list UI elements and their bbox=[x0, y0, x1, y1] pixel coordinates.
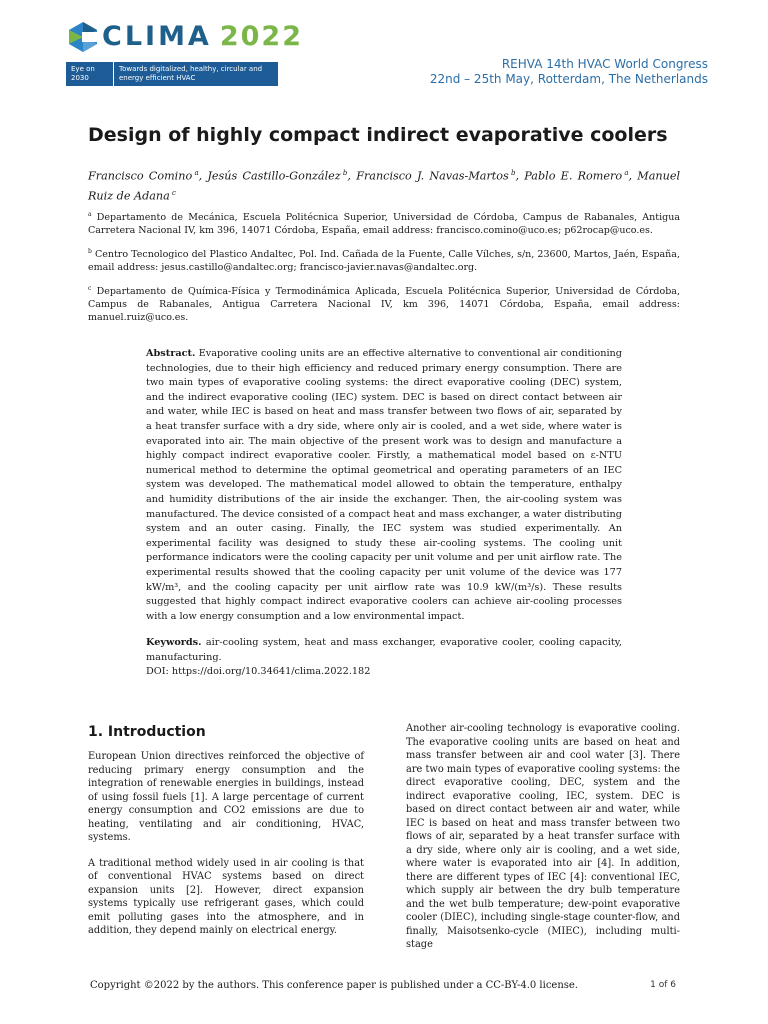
keywords-label: Keywords. bbox=[146, 637, 202, 649]
clima-logo bbox=[66, 20, 303, 86]
body-column-right bbox=[406, 722, 680, 952]
author-name: Pablo E. Romero bbox=[524, 169, 623, 183]
abstract-section bbox=[146, 347, 622, 680]
author-name: Jesús Castillo-González bbox=[207, 169, 341, 183]
banner-tagline: Towards digitalized, healthy, circular and energy efficient HVAC bbox=[119, 65, 263, 82]
body-paragraph: A traditional method widely used in air cooling is that of conventional HVAC systems based on direct expansion units [2]. However, direct expansion systems typically use refrigerant gases, which could emit polluting gases into the atmosphere, and in addition, they depend mainly on electrical energy. bbox=[88, 857, 364, 936]
body-paragraph: Another air-cooling technology is evaporative cooling. The evaporative cooling units are based on heat and mass transfer between air and cool water [3]. There are two main types of evaporative cooling systems: the direct evaporative cooling, DEC, system and the indirect evaporative cooling, IEC, system. DEC is based on direct contact between air and water, while IEC is based on heat and mass transfer between two flows of air, separated by a heat transfer surface with a dry side, where only air is cooling, and a wet side, where water is evaporated into air [4]. In addition, there are different types of IEC [4]: conventional IEC, which supply air between the dry bulb temperature and the wet bulb temperature; dew-point evaporative cooler (DIEC), including single-stage counter-flow, and finally, Maisotsenko-cycle (MIEC), including multi-stage bbox=[406, 723, 680, 950]
congress-info bbox=[430, 57, 708, 87]
logo-wordmark: CLIMA 2022 bbox=[102, 21, 303, 52]
body-paragraph: European Union directives reinforced the objective of reducing primary energy consumption and the integration of renewable energies in buildings, instead of using fossil fuels [1]. A large percentage of current energy consumption and CO2 emissions are due to heating, ventilating and air conditioning, HVAC, systems. bbox=[88, 751, 364, 843]
abstract-text: Evaporative cooling units are an effective alternative to conventional air conditioning technologies, due to their high efficiency and reduced primary energy consumption. There are two main types of evaporative cooling systems: the direct evaporative cooling (DEC) system, and the indirect evaporative cooling (IEC) system. DEC is based on direct contact between air and water, while IEC is based on heat and mass transfer between two flows of air, separated by a heat transfer surface with a dry side, where only air is cooled, and a wet side, where water is evaporated into air. The main objective of the present work was to design and manufacture a highly compact indirect evaporative cooler. Firstly, a mathematical model based on ε-NTU numerical method to determine the optimal geometrical and operating parameters of an IEC system was developed. The mathematical model allowed to obtain the temperature, enthalpy and humidity distributions of the air inside the exchanger. Then, the air-cooling system was manufactured. The device consisted of a compact heat and mass exchanger, a water distributing system and an outer casing. Finally, the IEC system was studied experimentally. An experimental facility was designed to study these air-cooling systems. The cooling unit performance indicators were the cooling capacity per unit volume and per unit airflow rate. The experimental results showed that the cooling capacity per unit volume of the device was 177 kW/m³, and the cooling capacity per unit airflow rate was 10.9 kW/(m³/s). These results suggested that highly compact indirect evaporative coolers can achieve air-cooling processes with a low energy consumption and a low environmental impact. bbox=[146, 348, 622, 622]
copyright-footer: Copyright ©2022 by the authors. This conference paper is published under a CC-BY-4.0 license. bbox=[90, 980, 579, 991]
page-number: 1 of 6 bbox=[650, 980, 676, 990]
abstract-label: Abstract. bbox=[146, 348, 196, 359]
congress-name: REHVA 14th HVAC World Congress bbox=[501, 57, 708, 71]
affiliation-c: $^c$ Departamento de Química-Física y Termodinámica Aplicada, Escuela Politécnica Superior, Universidad de Córdoba, Campus de Rabanales, Antigua Carretera Nacional IV, km 396, 14071 Córdoba, España, email address: manuel.ruiz@uco.es. bbox=[88, 285, 680, 324]
keywords bbox=[146, 636, 622, 665]
author-name: Francisco Comino bbox=[88, 169, 193, 183]
congress-dates: 22nd – 25th May, Rotterdam, The Netherlands bbox=[429, 72, 708, 86]
affiliation-b: $^b$ Centro Tecnologico del Plastico Andaltec, Pol. Ind. Cañada de la Fuente, Calle Vílches, s/n, 23600, Martos, Jaén, España, email address: jesus.castillo@andaltec.org; francisco-javier.navas@andaltec.org. bbox=[88, 248, 680, 274]
abstract bbox=[146, 347, 622, 624]
affiliations bbox=[88, 208, 680, 332]
keywords-text: air-cooling system, heat and mass exchanger, evaporative cooler, cooling capacity, manufacturing. bbox=[146, 637, 622, 663]
author-list: Francisco Comino $^a$, Jesús Castillo-González $^b$, Francisco J. Navas-Martos $^b$, Pablo E. Romero $^a$, Manuel Ruiz de Adana $^c$ bbox=[88, 169, 681, 203]
doi: DOI: https://doi.org/10.34641/clima.2022.182 bbox=[146, 666, 371, 678]
author-name: Manuel Ruiz de Adana bbox=[88, 169, 681, 203]
clima-logo-mark-icon bbox=[66, 20, 100, 54]
banner-eye-on-2030: Eye on 2030 bbox=[66, 62, 114, 86]
section-heading-introduction: 1. Introduction bbox=[88, 724, 206, 740]
body-column-left bbox=[88, 724, 364, 938]
logo-banner bbox=[66, 62, 278, 86]
affiliation-a: $^a$ Departamento de Mecánica, Escuela Politécnica Superior, Universidad de Córdoba, Campus de Rabanales, Antigua Carretera Nacional IV, km 396, 14071 Córdoba, España, email address: francisco.comino@uco.es; p62rocap@uco.es. bbox=[88, 211, 680, 237]
logo-year: 2022 bbox=[219, 21, 303, 52]
paper-title: Design of highly compact indirect evaporative coolers bbox=[88, 124, 668, 146]
author-name: Francisco J. Navas-Martos bbox=[356, 169, 509, 183]
